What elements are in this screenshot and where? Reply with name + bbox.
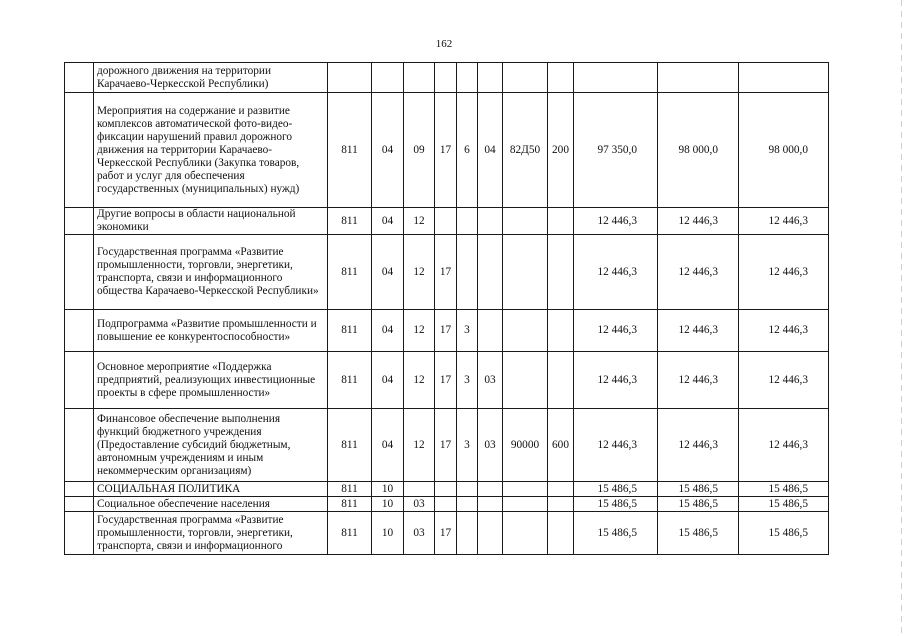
target-direction-cell (503, 310, 548, 352)
ministry-code-cell: 811 (328, 93, 372, 208)
row-number-cell (65, 352, 94, 409)
target-program-cell: 17 (435, 409, 457, 482)
amount-year2-cell: 15 486,5 (658, 482, 739, 497)
row-number-cell (65, 235, 94, 310)
target-direction-cell (503, 352, 548, 409)
section-code-cell: 10 (372, 497, 404, 512)
amount-year2-cell: 12 446,3 (658, 409, 739, 482)
target-measure-cell: 03 (478, 352, 503, 409)
expense-type-cell (548, 352, 574, 409)
target-program-cell (435, 63, 457, 93)
target-direction-cell: 82Д50 (503, 93, 548, 208)
amount-year2-cell: 15 486,5 (658, 512, 739, 555)
ministry-code-cell: 811 (328, 310, 372, 352)
amount-year3-cell (739, 63, 829, 93)
target-measure-cell: 03 (478, 409, 503, 482)
amount-year1-cell: 12 446,3 (574, 409, 658, 482)
section-code-cell: 04 (372, 208, 404, 235)
subsection-code-cell (404, 482, 435, 497)
table-body (65, 63, 829, 555)
subsection-code-cell: 12 (404, 208, 435, 235)
target-measure-cell (478, 310, 503, 352)
subsection-code-cell: 12 (404, 235, 435, 310)
section-code-cell: 04 (372, 409, 404, 482)
subsection-code-cell (404, 63, 435, 93)
amount-year1-cell: 97 350,0 (574, 93, 658, 208)
description-cell: Социальное обеспечение населения (94, 497, 328, 512)
ministry-code-cell: 811 (328, 352, 372, 409)
target-program-cell: 17 (435, 235, 457, 310)
table-row (65, 352, 829, 409)
ministry-code-cell: 811 (328, 482, 372, 497)
section-code-cell: 04 (372, 235, 404, 310)
ministry-code-cell: 811 (328, 235, 372, 310)
description-cell: Мероприятия на содержание и развитие комплексов автоматической фото-видео-фиксации нарушений правил дорожного движения на территории Карачаево-Черкесской Республики (Закупка товаров, работ и услуг для обеспечения государственных (муниципальных) нужд) (94, 93, 328, 208)
amount-year3-cell: 15 486,5 (739, 482, 829, 497)
target-subprogram-cell (457, 512, 478, 555)
amount-year1-cell: 12 446,3 (574, 310, 658, 352)
amount-year2-cell: 12 446,3 (658, 310, 739, 352)
amount-year2-cell: 12 446,3 (658, 352, 739, 409)
row-number-cell (65, 482, 94, 497)
amount-year3-cell: 12 446,3 (739, 352, 829, 409)
amount-year1-cell: 15 486,5 (574, 497, 658, 512)
expense-type-cell (548, 208, 574, 235)
target-measure-cell (478, 482, 503, 497)
subsection-code-cell: 03 (404, 497, 435, 512)
ministry-code-cell: 811 (328, 208, 372, 235)
table-row (65, 482, 829, 497)
expense-type-cell (548, 512, 574, 555)
expense-type-cell (548, 235, 574, 310)
amount-year1-cell: 12 446,3 (574, 235, 658, 310)
target-program-cell: 17 (435, 512, 457, 555)
target-subprogram-cell (457, 482, 478, 497)
target-measure-cell (478, 208, 503, 235)
row-number-cell (65, 63, 94, 93)
target-subprogram-cell (457, 497, 478, 512)
row-number-cell (65, 93, 94, 208)
ministry-code-cell: 811 (328, 512, 372, 555)
amount-year2-cell (658, 63, 739, 93)
ministry-code-cell: 811 (328, 409, 372, 482)
table-row (65, 208, 829, 235)
amount-year1-cell (574, 63, 658, 93)
section-code-cell: 04 (372, 93, 404, 208)
amount-year1-cell: 12 446,3 (574, 352, 658, 409)
amount-year1-cell: 15 486,5 (574, 512, 658, 555)
target-measure-cell (478, 63, 503, 93)
table-row (65, 310, 829, 352)
target-subprogram-cell: 3 (457, 352, 478, 409)
target-measure-cell (478, 235, 503, 310)
amount-year3-cell: 15 486,5 (739, 497, 829, 512)
section-code-cell: 04 (372, 310, 404, 352)
target-direction-cell (503, 208, 548, 235)
amount-year2-cell: 12 446,3 (658, 235, 739, 310)
amount-year1-cell: 12 446,3 (574, 208, 658, 235)
amount-year1-cell: 15 486,5 (574, 482, 658, 497)
page-number: 162 (435, 38, 453, 50)
description-cell: Основное мероприятие «Поддержка предприятий, реализующих инвестиционные проекты в сфере промышленности» (94, 352, 328, 409)
subsection-code-cell: 09 (404, 93, 435, 208)
expense-type-cell: 200 (548, 93, 574, 208)
section-code-cell: 04 (372, 352, 404, 409)
row-number-cell (65, 208, 94, 235)
table-row (65, 235, 829, 310)
target-program-cell (435, 497, 457, 512)
description-cell: Подпрограмма «Развитие промышленности и повышение ее конкурентоспособности» (94, 310, 328, 352)
section-code-cell: 10 (372, 512, 404, 555)
target-direction-cell (503, 512, 548, 555)
description-cell: Государственная программа «Развитие промышленности, торговли, энергетики, транспорта, связи и информационного (94, 512, 328, 555)
row-number-cell (65, 409, 94, 482)
target-direction-cell (503, 497, 548, 512)
section-code-cell: 10 (372, 482, 404, 497)
target-direction-cell: 90000 (503, 409, 548, 482)
amount-year2-cell: 15 486,5 (658, 497, 739, 512)
scan-edge-line (901, 0, 902, 636)
target-subprogram-cell (457, 235, 478, 310)
description-cell: Государственная программа «Развитие промышленности, торговли, энергетики, транспорта, связи и информационного общества Карачаево-Черкесской Республики» (94, 235, 328, 310)
target-subprogram-cell: 3 (457, 409, 478, 482)
expense-type-cell (548, 482, 574, 497)
row-number-cell (65, 512, 94, 555)
table-row (65, 93, 829, 208)
target-measure-cell: 04 (478, 93, 503, 208)
amount-year3-cell: 12 446,3 (739, 208, 829, 235)
target-program-cell (435, 208, 457, 235)
description-cell: дорожного движения на территории Карачаево-Черкесской Республики) (94, 63, 328, 93)
expense-type-cell (548, 63, 574, 93)
description-cell: Финансовое обеспечение выполнения функций бюджетного учреждения (Предоставление субсидий бюджетным, автономным учреждениям и иным некоммерческим организациям) (94, 409, 328, 482)
subsection-code-cell: 12 (404, 310, 435, 352)
description-cell: СОЦИАЛЬНАЯ ПОЛИТИКА (94, 482, 328, 497)
table-row (65, 409, 829, 482)
description-cell: Другие вопросы в области национальной экономики (94, 208, 328, 235)
row-number-cell (65, 310, 94, 352)
row-number-cell (65, 497, 94, 512)
subsection-code-cell: 12 (404, 409, 435, 482)
target-direction-cell (503, 482, 548, 497)
target-program-cell (435, 482, 457, 497)
table-row (65, 63, 829, 93)
ministry-code-cell: 811 (328, 497, 372, 512)
expense-type-cell: 600 (548, 409, 574, 482)
amount-year3-cell: 12 446,3 (739, 235, 829, 310)
table-row (65, 497, 829, 512)
subsection-code-cell: 03 (404, 512, 435, 555)
target-direction-cell (503, 63, 548, 93)
section-code-cell (372, 63, 404, 93)
target-subprogram-cell (457, 63, 478, 93)
target-subprogram-cell: 3 (457, 310, 478, 352)
expense-type-cell (548, 497, 574, 512)
amount-year3-cell: 12 446,3 (739, 409, 829, 482)
target-subprogram-cell (457, 208, 478, 235)
target-direction-cell (503, 235, 548, 310)
table-row (65, 512, 829, 555)
budget-table (64, 62, 829, 555)
amount-year3-cell: 15 486,5 (739, 512, 829, 555)
amount-year3-cell: 12 446,3 (739, 310, 829, 352)
target-program-cell: 17 (435, 310, 457, 352)
expense-type-cell (548, 310, 574, 352)
ministry-code-cell (328, 63, 372, 93)
target-program-cell: 17 (435, 93, 457, 208)
target-subprogram-cell: 6 (457, 93, 478, 208)
amount-year2-cell: 98 000,0 (658, 93, 739, 208)
target-measure-cell (478, 512, 503, 555)
target-measure-cell (478, 497, 503, 512)
subsection-code-cell: 12 (404, 352, 435, 409)
target-program-cell: 17 (435, 352, 457, 409)
amount-year2-cell: 12 446,3 (658, 208, 739, 235)
amount-year3-cell: 98 000,0 (739, 93, 829, 208)
